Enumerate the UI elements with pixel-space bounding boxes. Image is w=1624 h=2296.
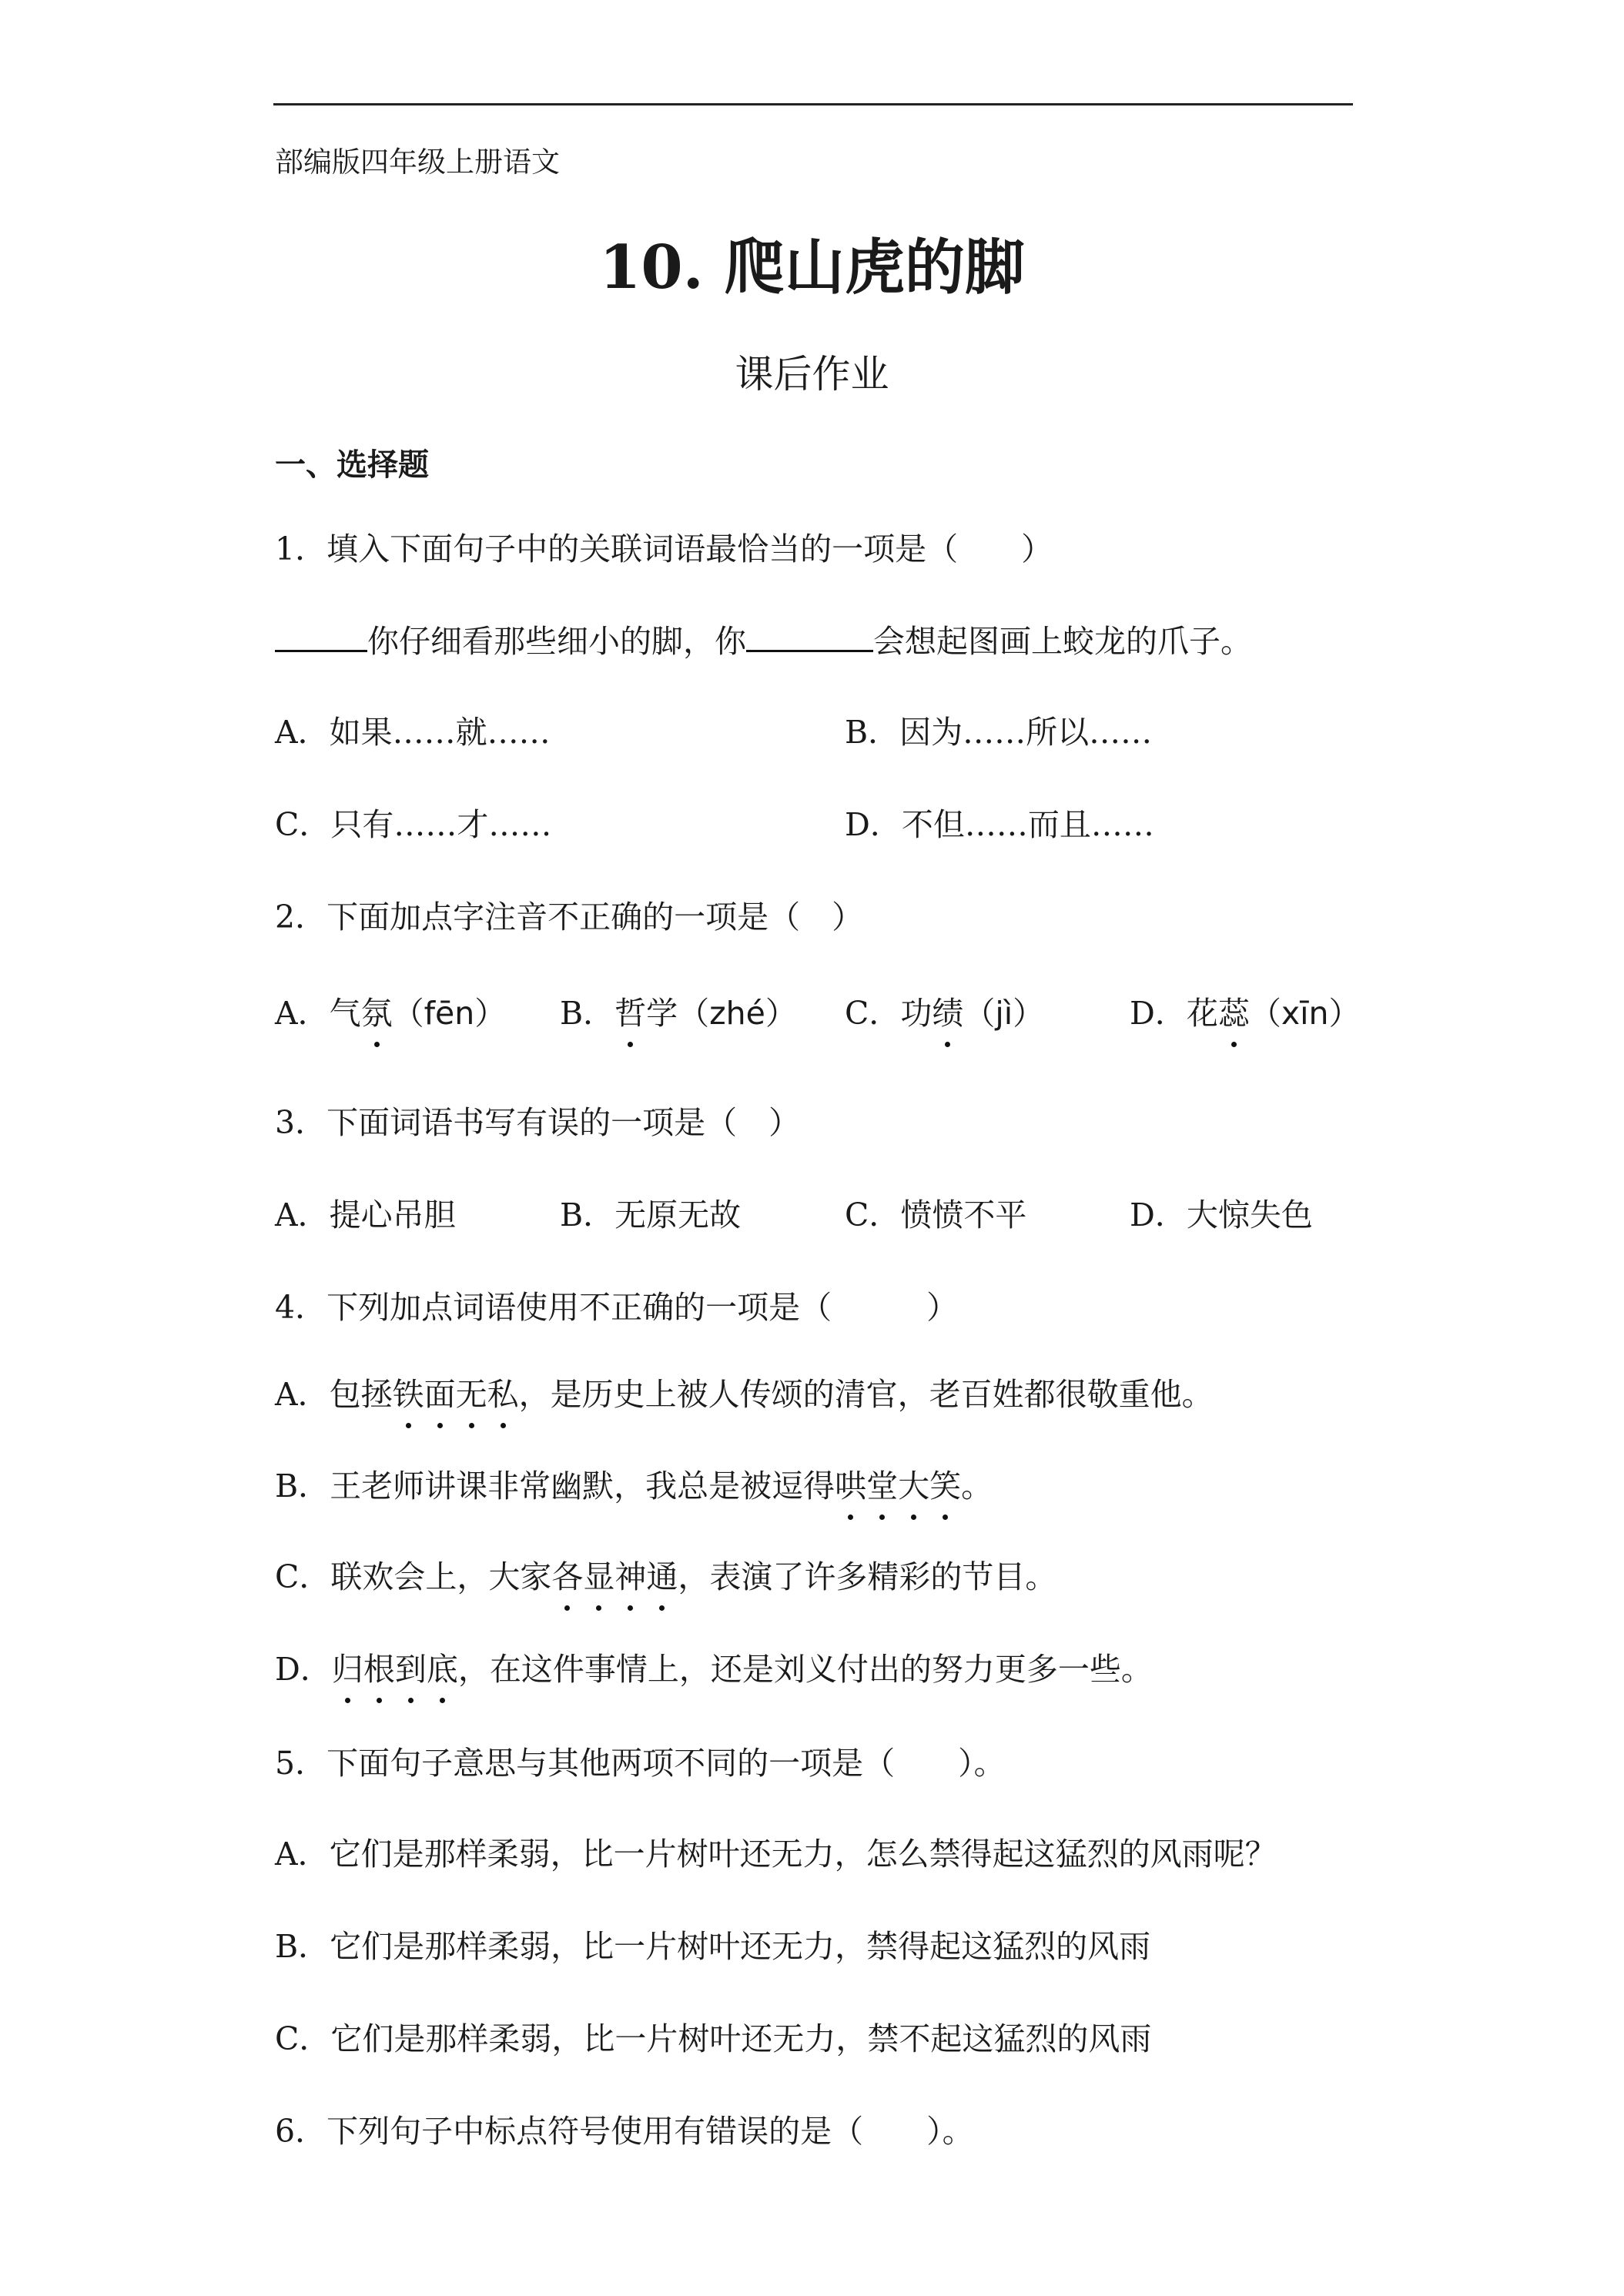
q3-option-b[interactable]: B．无原无故: [560, 1197, 742, 1233]
q4-option-d[interactable]: D．归根到底，在这件事情上，还是刘义付出的努力更多一些。: [275, 1644, 1153, 1689]
q3-option-d[interactable]: D．大惊失色: [1130, 1197, 1313, 1233]
q2-option-b[interactable]: B．哲学（zhé）: [560, 988, 797, 1033]
question-3-stem: 3．下面词语书写有误的一项是（ ）: [275, 1104, 801, 1141]
question-5-stem: 5．下面句子意思与其他两项不同的一项是（ ）。: [275, 1745, 1006, 1782]
question-2-stem: 2．下面加点字注音不正确的一项是（ ）: [275, 899, 864, 935]
document-header: 部编版四年级上册语文: [275, 146, 560, 179]
q1-option-d[interactable]: D．不但……而且……: [845, 806, 1154, 843]
question-1-sentence: 你仔细看那些细小的脚，你 会想起图画上蛟龙的爪子。: [275, 616, 1252, 661]
q2-option-c[interactable]: C．功绩（jì）: [845, 988, 1044, 1033]
q4-option-c[interactable]: C．联欢会上，大家各显神通，表演了许多精彩的节目。: [275, 1551, 1056, 1597]
q5-option-c[interactable]: C．它们是那样柔弱，比一片树叶还无力，禁不起这猛烈的风雨: [275, 2020, 1152, 2057]
q1-option-c[interactable]: C．只有……才……: [275, 806, 552, 843]
q3-option-a[interactable]: A．提心吊胆: [275, 1197, 456, 1233]
section-heading: 一、选择题: [275, 447, 429, 483]
q2-option-d[interactable]: D．花蕊（xīn）: [1130, 988, 1361, 1033]
fill-blank[interactable]: [746, 618, 873, 652]
question-6-stem: 6．下列句子中标点符号使用有错误的是（ ）。: [275, 2113, 974, 2150]
question-4-stem: 4．下列加点词语使用不正确的一项是（ ）: [275, 1289, 959, 1326]
page-title: 10. 爬山虎的脚: [599, 233, 1025, 303]
q4-option-b[interactable]: B．王老师讲课非常幽默，我总是被逗得哄堂大笑。: [275, 1461, 993, 1506]
q3-option-c[interactable]: C．愤愤不平: [845, 1197, 1027, 1233]
page-subtitle: 课后作业: [735, 352, 889, 397]
fill-blank[interactable]: [275, 618, 367, 652]
q1-option-a[interactable]: A．如果……就……: [275, 714, 551, 751]
question-1-stem: 1．填入下面句子中的关联词语最恰当的一项是（ ）: [275, 530, 1053, 567]
q5-option-b[interactable]: B．它们是那样柔弱，比一片树叶还无力，禁得起这猛烈的风雨: [275, 1928, 1151, 1965]
q5-option-a[interactable]: A．它们是那样柔弱，比一片树叶还无力，怎么禁得起这猛烈的风雨呢？: [275, 1836, 1277, 1873]
q1-option-b[interactable]: B．因为……所以……: [845, 714, 1153, 751]
q2-option-a[interactable]: A．气氛（fēn）: [275, 988, 506, 1033]
header-rule: [273, 103, 1353, 105]
q4-option-a[interactable]: A．包拯铁面无私，是历史上被人传颂的清官，老百姓都很敬重他。: [275, 1369, 1214, 1414]
